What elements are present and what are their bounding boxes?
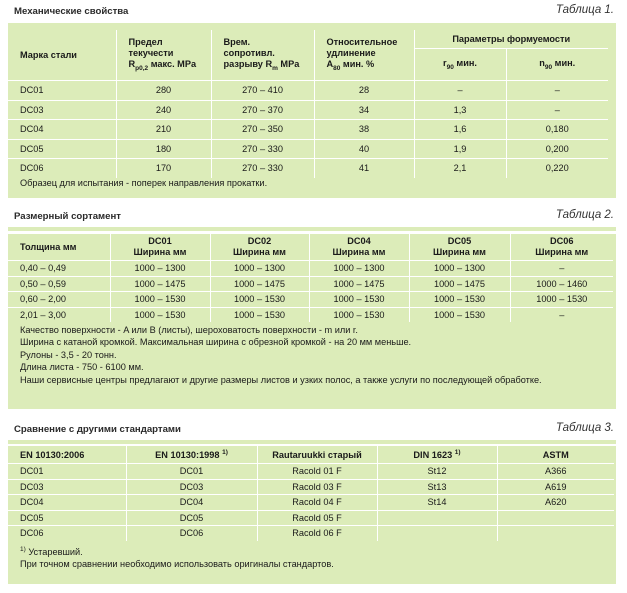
table-header-row — [8, 446, 614, 464]
section-dimensions-header — [8, 208, 616, 224]
table-row: DC05 DC05 Racold 05 F — [8, 510, 614, 526]
table-row: DC06 DC06 Racold 06 F — [8, 526, 614, 541]
mechanical-note: Образец для испытания - поперек направления прокатки. — [20, 178, 268, 188]
col-tensile: Врем. сопротивл. разрыву $R_m$ MPa — [211, 30, 314, 81]
section-mechanical-header — [8, 3, 616, 19]
col-yield: Предел текучести $R_{p0,2}$ макс. MPa — [116, 30, 211, 81]
col-n90: $n_{90}$ мин. — [506, 49, 608, 81]
col-en2006: EN 10130:2006 — [20, 449, 85, 460]
col-elongation: Относительное удлинение $A_{80}$ мин. % — [314, 30, 414, 81]
col-r90: $r_{90}$ мин. — [414, 49, 506, 81]
table-caption: Таблица 2. — [555, 209, 614, 221]
col-astm: ASTM — [497, 446, 614, 464]
table-row: DC05 180 270 – 330 40 1,9 0,200 — [8, 139, 608, 159]
table-row: DC03 DC03 Racold 03 F St13 A619 — [8, 479, 614, 495]
divider-bar — [8, 405, 616, 409]
dimensions-table — [8, 234, 613, 322]
section-title: Сравнение с другими стандартами — [14, 424, 181, 435]
table-row: DC03 240 270 – 370 34 1,3 – — [8, 100, 608, 120]
table-header-row — [8, 30, 608, 49]
table-row: 0,60 – 2,00 1000 – 1530 1000 – 1530 1000 – 1530 1000 – 1530 1000 – 1530 — [8, 292, 613, 308]
table-row: DC01 280 270 – 410 28 – – — [8, 81, 608, 101]
divider-bar — [8, 440, 616, 444]
dimensions-notes: Качество поверхности - A или B (листы), шероховатость поверхности - m или r. Ширина с катаной кромкой. Максимальная ширина с обрезной кромкой - на 20 мм меньше. Рулоны - 3,5 - 20 тонн. Длина листа - 750 - 6100 мм. Наши сервисные центры предлагают и другие размеры листов и узких полос, а также услуги по последующей обработке. — [20, 325, 542, 385]
col-grade: Марка стали — [20, 50, 77, 60]
col-dc05: DC05 Ширина мм — [409, 234, 510, 261]
mechanical-properties-table — [8, 30, 608, 178]
table-header-row — [8, 234, 613, 261]
footnote: $^{1)}$ Устаревший. — [20, 546, 83, 558]
col-en1998: EN 10130:1998 $^{1)}$ — [126, 446, 257, 464]
col-formability: Параметры формуемости — [414, 30, 608, 49]
col-dc01: DC01 Ширина мм — [110, 234, 210, 261]
col-dc02: DC02 Ширина мм — [210, 234, 309, 261]
divider-bar — [8, 580, 616, 584]
section-comparison-header — [8, 421, 616, 437]
col-dc04: DC04 Ширина мм — [309, 234, 409, 261]
col-thickness: Толщина мм — [20, 242, 77, 252]
table-caption: Таблица 3. — [555, 422, 614, 434]
table-row: 2,01 – 3,00 1000 – 1530 1000 – 1530 1000 – 1530 1000 – 1530 – — [8, 307, 613, 322]
divider-bar — [8, 227, 616, 231]
table-caption: Таблица 1. — [555, 4, 614, 16]
table-row: DC04 DC04 Racold 04 F St14 A620 — [8, 495, 614, 511]
table-row: DC01 DC01 Racold 01 F St12 A366 — [8, 464, 614, 480]
section-title: Размерный сортамент — [14, 211, 121, 222]
table-row: 0,40 – 0,49 1000 – 1300 1000 – 1300 1000 – 1300 1000 – 1300 – — [8, 261, 613, 277]
col-dc06: DC06 Ширина мм — [510, 234, 613, 261]
table-row: 0,50 – 0,59 1000 – 1475 1000 – 1475 1000 – 1475 1000 – 1475 1000 – 1460 — [8, 276, 613, 292]
comparison-notes: $^{1)}$ Устаревший. При точном сравнении необходимо использовать оригиналы стандартов. — [20, 546, 334, 570]
col-din: DIN 1623 $^{1)}$ — [377, 446, 497, 464]
col-rautaruukki: Rautaruukki старый — [257, 446, 377, 464]
table-row: DC04 210 270 – 350 38 1,6 0,180 — [8, 120, 608, 140]
standards-comparison-table — [8, 446, 614, 541]
section-title: Механические свойства — [14, 6, 129, 17]
table-row: DC06 170 270 – 330 41 2,1 0,220 — [8, 159, 608, 178]
